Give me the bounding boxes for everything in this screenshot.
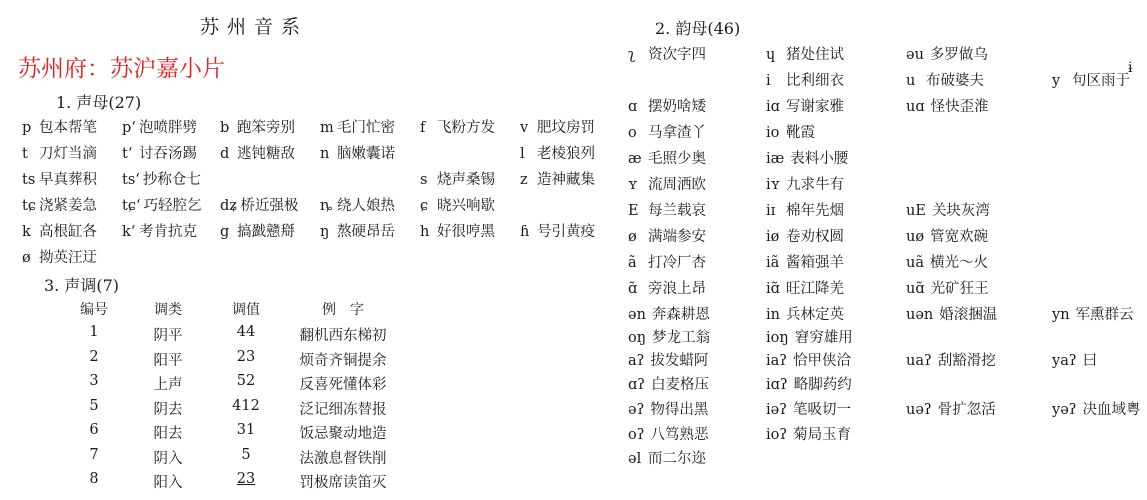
tone-cell: 饭忌聚动地造 xyxy=(299,426,387,442)
tone-cell: 44 xyxy=(236,324,256,340)
example-chars: 猪处住试 xyxy=(786,47,844,63)
ipa-symbol: iø xyxy=(766,229,780,245)
ipa-symbol: ŋ xyxy=(320,224,330,240)
ipa-symbol: ɑ xyxy=(628,99,638,115)
example-chars: 烧声桑锡 xyxy=(437,172,495,188)
final-cell xyxy=(766,277,844,298)
initial-cell xyxy=(520,116,595,137)
ipa-symbol: ʏ xyxy=(628,177,638,193)
ipa-symbol: əu xyxy=(906,47,924,63)
example-chars: 巧轻腔乞 xyxy=(143,198,202,214)
ipa-symbol: ø xyxy=(22,250,31,266)
tone-cell: 52 xyxy=(236,373,256,389)
ipa-symbol: z xyxy=(520,172,528,188)
example-chars: 笔吸切一 xyxy=(793,402,851,418)
example-chars: 怪快歪淮 xyxy=(930,99,989,115)
example-chars: 多罗做乌 xyxy=(929,47,988,63)
final-cell xyxy=(906,225,988,246)
ipa-symbol: h xyxy=(420,224,430,240)
final-cell xyxy=(628,303,710,324)
final-cell xyxy=(906,43,988,64)
final-cell xyxy=(766,43,844,64)
example-chars: 搞戤戆搿 xyxy=(237,224,295,240)
final-cell xyxy=(628,447,706,468)
final-cell xyxy=(628,349,708,370)
ipa-symbol: ø xyxy=(628,229,637,245)
example-chars: 兵林定英 xyxy=(786,307,844,323)
final-cell xyxy=(628,326,710,347)
final-cell xyxy=(766,69,844,90)
ipa-symbol: ts xyxy=(22,172,36,188)
example-chars: 光矿狂王 xyxy=(930,281,989,297)
tone-cell: 罚极席读笛灭 xyxy=(299,475,387,491)
initial-cell xyxy=(122,168,201,189)
ipa-symbol: ɥ xyxy=(766,47,776,63)
example-chars: 决血域粤 xyxy=(1082,402,1141,418)
initial-cell xyxy=(220,220,295,241)
initial-cell xyxy=(320,116,395,137)
tone-cell: 7 xyxy=(89,446,99,463)
ipa-symbol: oŋ xyxy=(628,330,647,346)
tone-cell: 反喜死懂体彩 xyxy=(299,377,387,393)
final-cell xyxy=(906,95,989,116)
example-chars: 熬硬昂岳 xyxy=(337,224,395,240)
initial-cell xyxy=(320,220,395,241)
ipa-symbol: uø xyxy=(906,229,925,245)
ipa-symbol: dʑ xyxy=(220,198,238,214)
example-chars: 婚滚捆温 xyxy=(939,307,998,323)
tone-cell: 阳平 xyxy=(153,352,183,369)
example-chars: 拔发蜡阿 xyxy=(650,353,709,369)
ipa-symbol: o xyxy=(628,125,637,141)
example-chars: 比利细衣 xyxy=(786,73,844,89)
example-chars: 靴霞 xyxy=(786,125,815,141)
final-cell xyxy=(628,173,706,194)
tone-cell: 阴去 xyxy=(153,401,183,418)
ipa-symbol: ɑʔ xyxy=(628,377,646,393)
example-chars: 白麦格压 xyxy=(651,377,710,393)
example-chars: 造神藏集 xyxy=(537,172,595,188)
example-chars: 军熏群云 xyxy=(1075,307,1134,323)
ipa-symbol: uaʔ xyxy=(906,353,932,369)
example-chars: 八笃熟恶 xyxy=(650,427,709,443)
final-cell xyxy=(766,121,815,142)
initial-cell xyxy=(22,220,97,241)
ipa-symbol: iɑ xyxy=(766,99,780,115)
example-chars: 而二尔迩 xyxy=(648,451,706,467)
example-chars: 刀灯当滴 xyxy=(39,146,97,162)
example-chars: 摆奶啥矮 xyxy=(648,99,706,115)
example-chars: 老棱狼列 xyxy=(537,146,595,162)
tone-cell: 阴入 xyxy=(153,450,183,467)
final-cell xyxy=(1052,398,1141,419)
ipa-symbol: g xyxy=(220,224,230,240)
example-chars: 关块灰湾 xyxy=(931,203,990,219)
example-chars: 旺江降羌 xyxy=(786,281,844,297)
ipa-symbol: f xyxy=(420,120,426,136)
final-cell xyxy=(628,423,709,444)
example-chars: 窘穷雄用 xyxy=(794,330,853,346)
tone-cell: 1 xyxy=(89,324,99,340)
ipa-symbol: ʅ xyxy=(628,47,636,63)
ipa-symbol: æ xyxy=(628,151,642,167)
example-chars: 菊局玉育 xyxy=(793,427,852,443)
final-cell xyxy=(628,398,708,419)
ipa-symbol: ã xyxy=(628,255,637,271)
final-cell xyxy=(766,398,851,419)
example-chars: 曰 xyxy=(1082,353,1098,369)
tone-cell: 法激息督铁削 xyxy=(299,450,387,467)
example-chars: 绕人娘热 xyxy=(337,198,395,214)
final-cell xyxy=(628,373,709,394)
final-cell xyxy=(766,147,848,168)
example-chars: 旁浪上昂 xyxy=(648,281,706,297)
final-cell xyxy=(906,398,996,419)
initial-cell xyxy=(320,142,395,163)
final-cell xyxy=(628,277,706,298)
initial-cell xyxy=(22,142,97,163)
edge-mark: ɨ xyxy=(1128,60,1133,76)
example-chars: 九求牛有 xyxy=(786,177,845,193)
final-cell xyxy=(1052,349,1097,370)
example-chars: 讨吞汤踢 xyxy=(139,146,197,162)
example-chars: 骨扩忽活 xyxy=(937,402,996,418)
tone-cell: 烦奇齐铜提余 xyxy=(299,352,387,369)
ipa-symbol: ɕ xyxy=(420,198,429,214)
final-cell xyxy=(766,173,844,194)
ipa-symbol: m xyxy=(320,120,334,136)
initial-cell xyxy=(420,168,495,189)
ipa-symbol: b xyxy=(220,120,230,136)
tone-header: 例 字 xyxy=(322,302,364,318)
ipa-symbol: iəʔ xyxy=(766,402,787,418)
initial-cell xyxy=(22,246,97,267)
initial-cell xyxy=(220,194,298,215)
ipa-symbol: kʻ xyxy=(122,224,136,240)
ipa-symbol: l xyxy=(520,146,525,162)
ipa-symbol: oʔ xyxy=(628,427,645,443)
final-cell xyxy=(628,251,706,272)
example-chars: 跑笨旁别 xyxy=(237,120,295,136)
final-cell xyxy=(766,251,844,272)
region-label: 苏州府：苏沪嘉小片 xyxy=(18,56,225,82)
initial-cell xyxy=(220,142,295,163)
final-cell xyxy=(906,277,989,298)
example-chars: 刮豁滑挖 xyxy=(937,353,996,369)
ipa-symbol: iæ xyxy=(766,151,785,167)
initial-cell xyxy=(22,168,97,189)
example-chars: 写谢家雅 xyxy=(786,99,844,115)
tone-header: 调类 xyxy=(154,302,182,318)
example-chars: 抄称仓七 xyxy=(142,172,201,188)
ipa-symbol: n xyxy=(320,146,330,162)
ipa-symbol: uəʔ xyxy=(906,402,932,418)
example-chars: 梦龙工翁 xyxy=(652,330,711,346)
example-chars: 泡喷胖劈 xyxy=(139,120,197,136)
initial-cell xyxy=(122,116,197,137)
initial-cell xyxy=(420,220,495,241)
example-chars: 包本帮笔 xyxy=(39,120,97,136)
ipa-symbol: tɕ xyxy=(22,198,36,214)
example-chars: 满端参安 xyxy=(648,229,706,245)
example-chars: 句区雨于 xyxy=(1072,73,1130,89)
tone-cell: 6 xyxy=(89,422,99,438)
example-chars: 毛照少奥 xyxy=(648,151,706,167)
tone-cell: 5 xyxy=(89,397,99,414)
tone-cell: 8 xyxy=(89,471,99,487)
ipa-symbol: tɕʻ xyxy=(122,198,141,214)
ipa-symbol: uã xyxy=(906,255,924,271)
tone-cell: 阴平 xyxy=(153,328,183,344)
final-cell xyxy=(766,349,851,370)
example-chars: 脑嫩囊诺 xyxy=(337,146,395,162)
final-cell xyxy=(906,349,996,370)
ipa-symbol: iʏ xyxy=(766,177,781,193)
ipa-symbol: ioʔ xyxy=(766,427,788,443)
final-cell xyxy=(628,225,706,246)
ipa-symbol: d xyxy=(220,146,230,162)
final-cell xyxy=(906,303,997,324)
initial-cell xyxy=(122,220,197,241)
ipa-symbol: iɪ xyxy=(766,203,776,219)
final-cell xyxy=(766,373,852,394)
ipa-symbol: E xyxy=(628,203,639,219)
ipa-symbol: iɑʔ xyxy=(766,377,788,393)
ipa-symbol: əl xyxy=(628,451,642,467)
ipa-symbol: i xyxy=(766,73,771,89)
ipa-symbol: io xyxy=(766,125,780,141)
example-chars: 打冷厂杏 xyxy=(648,255,706,271)
example-chars: 布破婆夫 xyxy=(926,73,984,89)
tone-cell: 412 xyxy=(232,397,260,414)
example-chars: 略脚药约 xyxy=(793,377,852,393)
final-cell xyxy=(766,225,844,246)
ipa-symbol: tsʻ xyxy=(122,172,140,188)
example-chars: 每兰载哀 xyxy=(648,203,706,219)
example-chars: 高根缸各 xyxy=(39,224,97,240)
initial-cell xyxy=(122,142,197,163)
tone-header: 编号 xyxy=(80,302,108,318)
ipa-symbol: uɑ xyxy=(906,99,925,115)
example-chars: 表料小腰 xyxy=(790,151,849,167)
final-cell xyxy=(906,69,984,90)
example-chars: 肥坟房罚 xyxy=(537,120,595,136)
final-cell xyxy=(628,95,706,116)
final-cell xyxy=(906,199,990,220)
initial-cell xyxy=(122,194,202,215)
tone-cell: 3 xyxy=(89,373,99,389)
initials-heading: 1. 声母(27) xyxy=(56,93,142,112)
initial-cell xyxy=(520,220,595,241)
final-cell xyxy=(766,199,844,220)
ipa-symbol: iɑ̃ xyxy=(766,281,780,297)
tone-cell: 23 xyxy=(236,348,256,365)
final-cell xyxy=(766,95,844,116)
tone-cell: 23 xyxy=(236,471,256,487)
example-chars: 考肯抗克 xyxy=(139,224,197,240)
example-chars: 棉年先烟 xyxy=(786,203,844,219)
finals-heading: 2. 韵母(46) xyxy=(655,19,741,38)
final-cell xyxy=(766,423,851,444)
initial-cell xyxy=(520,168,595,189)
ipa-symbol: ɑ̃ xyxy=(628,281,638,297)
example-chars: 恰甲侠洽 xyxy=(793,353,852,369)
ipa-symbol: uən xyxy=(906,307,934,323)
initial-cell xyxy=(22,194,97,215)
initial-cell xyxy=(420,116,495,137)
example-chars: 浇紧姜急 xyxy=(39,198,97,214)
ipa-symbol: ən xyxy=(628,307,646,323)
example-chars: 桥近强极 xyxy=(240,198,299,214)
example-chars: 逃钝糖敌 xyxy=(237,146,295,162)
tone-cell: 阳入 xyxy=(153,475,183,491)
example-chars: 管宽欢碗 xyxy=(930,229,989,245)
ipa-symbol: ȵ xyxy=(320,198,333,214)
ipa-symbol: t xyxy=(22,146,28,162)
ipa-symbol: y xyxy=(1052,73,1061,89)
final-cell xyxy=(628,199,706,220)
example-chars: 飞粉方发 xyxy=(437,120,495,136)
example-chars: 物得出黑 xyxy=(650,402,709,418)
tones-heading: 3. 声调(7) xyxy=(44,276,120,295)
initial-cell xyxy=(320,194,395,215)
example-chars: 早真葬积 xyxy=(39,172,97,188)
example-chars: 拗英汪迂 xyxy=(39,250,97,266)
final-cell xyxy=(628,43,706,64)
tone-header: 调值 xyxy=(232,302,260,318)
example-chars: 酱箱强羊 xyxy=(786,255,844,271)
ipa-symbol: yn xyxy=(1052,307,1070,323)
initial-cell xyxy=(520,142,595,163)
ipa-symbol: iaʔ xyxy=(766,353,788,369)
ipa-symbol: ɦ xyxy=(520,224,530,240)
ipa-symbol: in xyxy=(766,307,780,323)
final-cell xyxy=(628,121,706,142)
ipa-symbol: aʔ xyxy=(628,353,645,369)
example-chars: 马拿渣丫 xyxy=(648,125,706,141)
tone-cell: 阳去 xyxy=(153,426,183,442)
ipa-symbol: yaʔ xyxy=(1052,353,1077,369)
tone-cell: 5 xyxy=(241,446,251,463)
initial-cell xyxy=(22,116,97,137)
ipa-symbol: tʻ xyxy=(122,146,133,162)
tone-cell: 上声 xyxy=(153,377,183,393)
example-chars: 好很哼黑 xyxy=(437,224,495,240)
example-chars: 资次字四 xyxy=(648,47,706,63)
example-chars: 毛门忙密 xyxy=(337,120,395,136)
final-cell xyxy=(766,326,853,347)
ipa-symbol: uE xyxy=(906,203,926,219)
final-cell xyxy=(766,303,844,324)
ipa-symbol: u xyxy=(906,73,916,89)
ipa-symbol: əʔ xyxy=(628,402,645,418)
tone-cell: 2 xyxy=(89,348,99,365)
final-cell xyxy=(628,147,706,168)
final-cell xyxy=(1052,303,1134,324)
final-cell xyxy=(906,251,988,272)
ipa-symbol: v xyxy=(520,120,529,136)
example-chars: 卷劝权圆 xyxy=(786,229,844,245)
ipa-symbol: s xyxy=(420,172,428,188)
initial-cell xyxy=(220,116,295,137)
example-chars: 流周洒欧 xyxy=(648,177,706,193)
ipa-symbol: iã xyxy=(766,255,780,271)
final-cell xyxy=(1052,69,1130,90)
ipa-symbol: uɑ̃ xyxy=(906,281,925,297)
tone-cell: 翻机西东梯初 xyxy=(299,328,387,344)
page-title: 苏州音系 xyxy=(200,16,309,38)
ipa-symbol: ioŋ xyxy=(766,330,789,346)
tone-cell: 泛记细冻替报 xyxy=(299,401,387,418)
ipa-symbol: p xyxy=(22,120,32,136)
tone-cell: 31 xyxy=(236,422,256,438)
example-chars: 号引黄疫 xyxy=(537,224,595,240)
example-chars: 晓兴响歇 xyxy=(437,198,495,214)
example-chars: 奔森耕恩 xyxy=(651,307,710,323)
ipa-symbol: pʻ xyxy=(122,120,136,136)
ipa-symbol: yəʔ xyxy=(1052,402,1077,418)
example-chars: 横光～火 xyxy=(929,255,988,271)
ipa-symbol: k xyxy=(22,224,31,240)
initial-cell xyxy=(420,194,495,215)
